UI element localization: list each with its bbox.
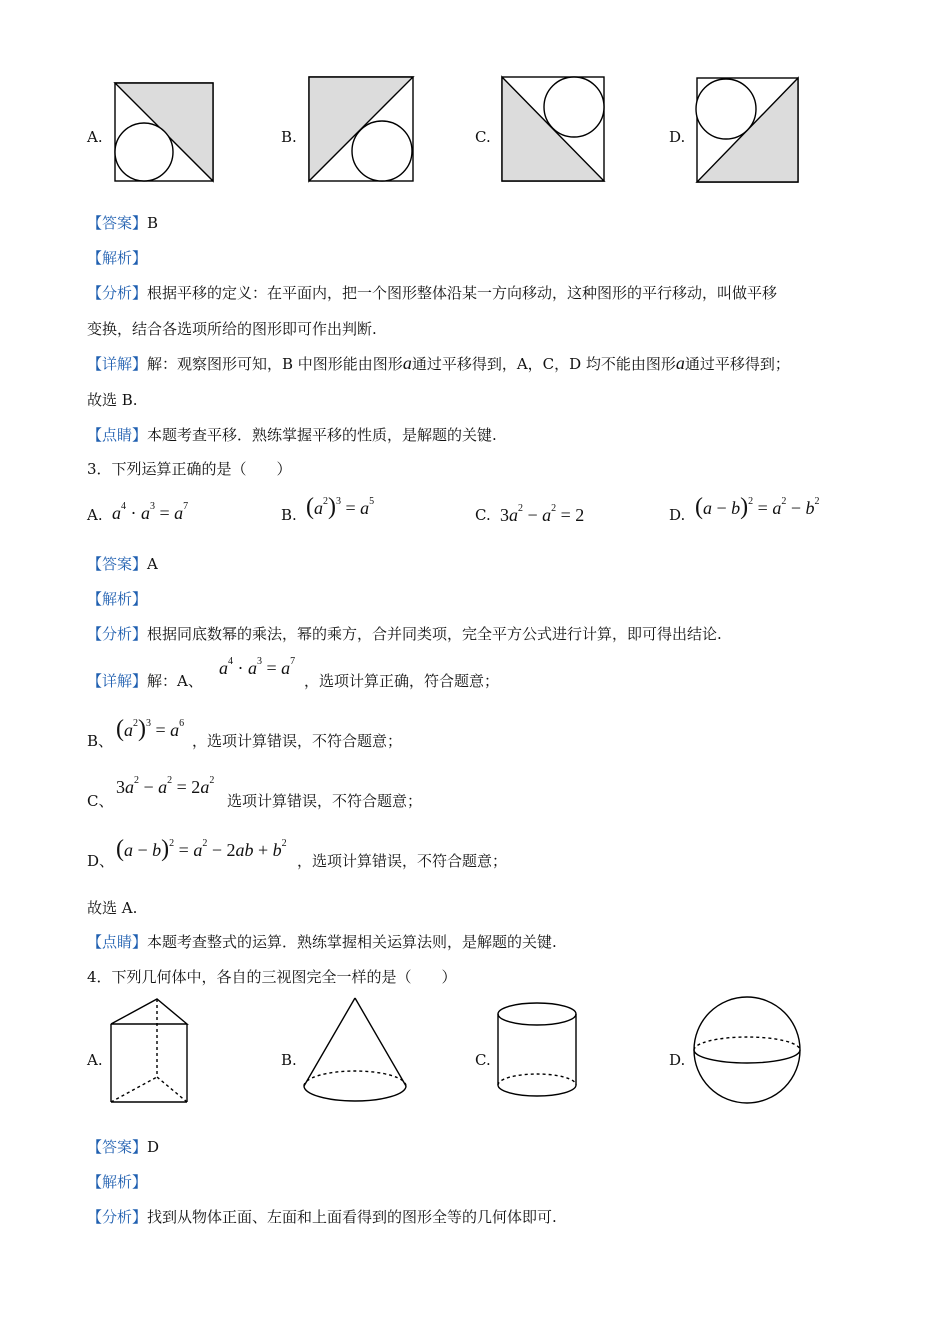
q3-line-c-label: C、 (87, 792, 114, 810)
q3-analysis-tag: 【解析】 (87, 590, 148, 608)
q3-line-c-text: 选项计算错误，不符合题意； (227, 792, 423, 810)
xiangjie-intro: 解：A、 (147, 672, 203, 690)
q2-fenxi-line2: 变换，结合各选项所给的图形即可作出判断. (87, 320, 377, 338)
dianjing-text: 本题考查平移．熟练掌握平移的性质，是解题的关键. (147, 426, 497, 444)
fenxi-tag: 【分析】 (87, 625, 148, 643)
answer-value: D (147, 1138, 160, 1156)
fenxi-tag: 【分析】 (87, 284, 148, 302)
q3-option-c-formula: $3a^2 - a^2 = 2$ (500, 503, 585, 525)
q3-option-d-formula: $(a - b)^2 = a^2 - b^2$ (695, 494, 820, 520)
xiangjie-tag: 【详解】 (87, 672, 148, 690)
q4-option-a-label: A. (87, 1051, 103, 1069)
q3-line-b-formula: $(a^2)^3 = a^6$ (116, 716, 185, 742)
q4-option-d-label: D. (669, 1051, 686, 1069)
xiangjie-tag: 【详解】 (87, 355, 148, 373)
q3-option-d-label: D. (669, 506, 686, 524)
q3-line-d-label: D、 (87, 852, 115, 870)
q2-conclusion: 故选 B. (87, 391, 138, 409)
q3-line-a-text: ，选项计算正确，符合题意； (304, 672, 500, 690)
cone-figure (304, 998, 406, 1101)
fenxi-tag: 【分析】 (87, 1208, 148, 1226)
dianjing-tag: 【点睛】 (87, 426, 148, 444)
q3-line-d-text: ，选项计算错误，不符合题意； (297, 852, 508, 870)
triangular-prism-figure (111, 999, 187, 1102)
answer-value: A (147, 555, 158, 573)
q3-line-c-formula: $3a^2 - a^2 = 2a^2$ (116, 775, 215, 797)
q3-option-a-label: A. (87, 506, 103, 524)
fenxi-text: 根据同底数幂的乘法，幂的乘方，合并同类项，完全平方公式进行计算，即可得出结论. (147, 625, 722, 643)
q2-option-d-label: D. (669, 128, 686, 146)
dianjing-text: 本题考查整式的运算．熟练掌握相关运算法则，是解题的关键. (147, 933, 557, 951)
q3-line-b-text: ，选项计算错误，不符合题意； (192, 732, 403, 750)
q4-analysis-tag: 【解析】 (87, 1173, 148, 1191)
xiangjie-text-1: 解：观察图形可知，B 中图形能由图形 (147, 355, 403, 373)
fenxi-text: 找到从物体正面、左面和上面看得到的图形全等的几何体即可. (147, 1208, 557, 1226)
q3-conclusion: 故选 A. (87, 899, 138, 917)
var-a: a (402, 353, 412, 373)
q3-title: 3．下列运算正确的是（ ） (87, 460, 292, 478)
q3-option-a-formula: $a^4 \cdot a^3 = a^7$ (112, 501, 189, 523)
dianjing-tag: 【点睛】 (87, 933, 148, 951)
fenxi-text: 根据平移的定义：在平面内，把一个图形整体沿某一方向移动，这种图形的平行移动，叫做平移 (147, 284, 778, 302)
answer-tag: 【答案】 (87, 214, 148, 232)
answer-tag: 【答案】 (87, 555, 148, 573)
answer-tag: 【答案】 (87, 1138, 148, 1156)
q3-option-c-label: C. (475, 506, 491, 524)
q2-option-a-label: A. (87, 128, 103, 146)
q4-option-c-label: C. (475, 1051, 491, 1069)
q4-answer (87, 1136, 159, 1157)
xiangjie-text-3: 通过平移得到； (684, 355, 790, 373)
q3-line-a-formula: $a^4 \cdot a^3 = a^7$ (219, 656, 296, 678)
q3-line-d-formula: $(a - b)^2 = a^2 - 2ab + b^2$ (116, 836, 287, 862)
q2-analysis-tag: 【解析】 (87, 249, 148, 267)
q3-option-b-label: B. (281, 506, 297, 524)
q4-title: 4．下列几何体中，各自的三视图完全一样的是（ ） (87, 968, 457, 986)
q4-fenxi (87, 1206, 557, 1227)
q4-option-b-label: B. (281, 1051, 297, 1069)
answer-value: B (147, 214, 159, 232)
xiangjie-text-2: 通过平移得到，A，C，D 均不能由图形 (411, 355, 676, 373)
q3-line-b-label: B、 (87, 732, 114, 750)
q2-option-c-label: C. (475, 128, 491, 146)
q3-option-b-formula: $(a^2)^3 = a^5$ (306, 494, 375, 520)
cylinder-figure (498, 1003, 576, 1096)
var-a: a (675, 353, 685, 373)
q2-option-b-label: B. (281, 128, 297, 146)
sphere-figure (694, 997, 800, 1103)
